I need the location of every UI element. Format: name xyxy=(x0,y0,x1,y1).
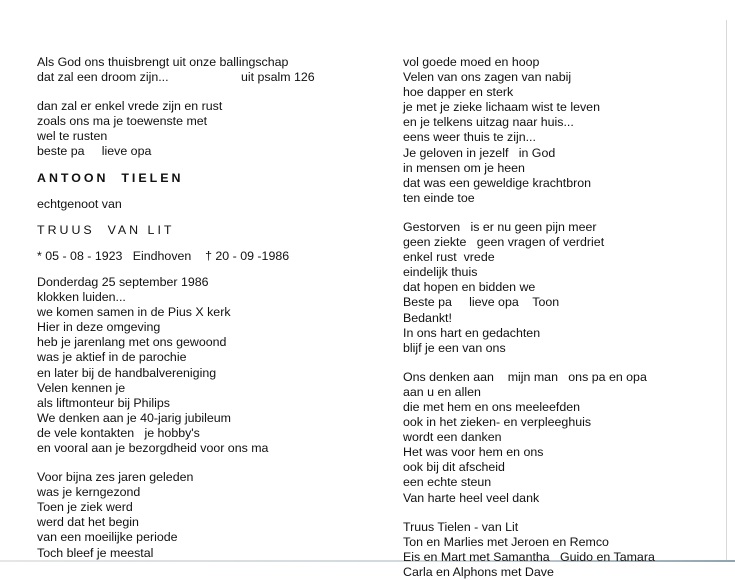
family-line: Truus Tielen - van Lit xyxy=(403,519,519,534)
verse-line: wel te rusten xyxy=(37,129,108,144)
text-line: een echte steun xyxy=(403,475,492,490)
text-line: werd dat het begin xyxy=(37,515,139,530)
text-line: Velen van ons zagen van nabij xyxy=(403,70,572,85)
text-line: Van harte heel veel dank xyxy=(403,490,540,505)
text-line: Het was voor hem en ons xyxy=(403,445,544,460)
family-line: Ton en Marlies met Jeroen en Remco xyxy=(403,534,609,549)
text-line: ook in het zieken- en verpleeghuis xyxy=(403,415,592,430)
text-line: Gestorven is er nu geen pijn meer xyxy=(403,219,597,234)
text-line: wordt een danken xyxy=(403,430,502,445)
text-line: en vooral aan je bezorgdheid voor ons ma xyxy=(37,440,269,455)
text-line: je met je zieke lichaam wist te leven xyxy=(403,100,600,115)
text-line: en later bij de handbalvereniging xyxy=(37,365,217,380)
opening-line-2-row xyxy=(37,70,367,85)
text-line: van een moeilijke periode xyxy=(37,530,178,545)
text-line: We denken aan je 40-jarig jubileum xyxy=(37,410,232,425)
text-line: Bedankt! xyxy=(403,310,452,325)
family-signatures xyxy=(403,520,723,580)
text-line: Donderdag 25 september 1986 xyxy=(37,274,209,289)
family-line: Eis en Mart met Samantha Guido en Tamara xyxy=(403,549,655,564)
paragraph-2 xyxy=(37,470,367,561)
left-column xyxy=(37,55,367,561)
birth-death-dates: * 05 - 08 - 1923 Eindhoven † 20 - 09 -1986 xyxy=(37,248,290,263)
text-line: ten einde toe xyxy=(403,190,475,205)
right-paragraph-2 xyxy=(403,220,723,356)
verse-block xyxy=(37,99,367,159)
paragraph-1 xyxy=(37,275,367,456)
text-line: Toch bleef je meestal xyxy=(37,545,154,560)
text-line: in mensen om je heen xyxy=(403,160,525,175)
text-line: In ons hart en gedachten xyxy=(403,325,541,340)
verse-line: zoals ons ma je toewenste met xyxy=(37,114,208,129)
text-line: klokken luiden... xyxy=(37,290,126,305)
family-line: Carla en Alphons met Dave xyxy=(403,564,554,579)
psalm-reference: uit psalm 126 xyxy=(241,70,315,85)
opening-line-1: Als God ons thuisbrengt uit onze ballingschap xyxy=(37,55,289,69)
text-line: was je kerngezond xyxy=(37,485,141,500)
verse-line: beste pa lieve opa xyxy=(37,144,152,159)
card-edge-right xyxy=(726,20,727,560)
verse-line: dan zal er enkel vrede zijn en rust xyxy=(37,99,223,114)
text-line: Velen kennen je xyxy=(37,380,126,395)
text-line: Voor bijna zes jaren geleden xyxy=(37,470,194,485)
text-line: Je geloven in jezelf in God xyxy=(403,145,556,160)
opening-line-2: dat zal een droom zijn... xyxy=(37,70,169,85)
text-line: blijf je een van ons xyxy=(403,340,506,355)
text-line: hoe dapper en sterk xyxy=(403,85,514,100)
text-line: Toen je ziek werd xyxy=(37,500,133,515)
text-line: de vele kontakten je hobby's xyxy=(37,425,200,440)
text-line: enkel rust vrede xyxy=(403,250,495,265)
text-line: dat was een geweldige krachtbron xyxy=(403,175,592,190)
text-line: heb je jarenlang met ons gewoond xyxy=(37,335,227,350)
spouse-of-label: echtgenoot van xyxy=(37,196,122,211)
text-line: eindelijk thuis xyxy=(403,265,478,280)
spouse-name: TRUUS VAN LIT xyxy=(37,222,175,237)
right-column xyxy=(403,55,723,580)
text-line: Hier in deze omgeving xyxy=(37,320,161,335)
text-line: Ons denken aan mijn man ons pa en opa xyxy=(403,369,647,384)
right-paragraph-1 xyxy=(403,55,723,206)
deceased-name: ANTOON TIELEN xyxy=(37,170,184,185)
text-line: dat hopen en bidden we xyxy=(403,280,536,295)
text-line: als liftmonteur bij Philips xyxy=(37,395,170,410)
text-line: eens weer thuis te zijn... xyxy=(403,130,536,145)
right-paragraph-3 xyxy=(403,370,723,506)
text-line: ook bij dit afscheid xyxy=(403,460,505,475)
text-line: Beste pa lieve opa Toon xyxy=(403,295,560,310)
text-line: aan u en allen xyxy=(403,384,481,399)
text-line: was je aktief in de parochie xyxy=(37,350,187,365)
text-line: vol goede moed en hoop xyxy=(403,55,540,69)
text-line: geen ziekte geen vragen of verdriet xyxy=(403,235,605,250)
text-line: we komen samen in de Pius X kerk xyxy=(37,305,231,320)
text-line: en je telkens uitzag naar huis... xyxy=(403,115,574,130)
text-line: die met hem en ons meeleefden xyxy=(403,399,581,414)
